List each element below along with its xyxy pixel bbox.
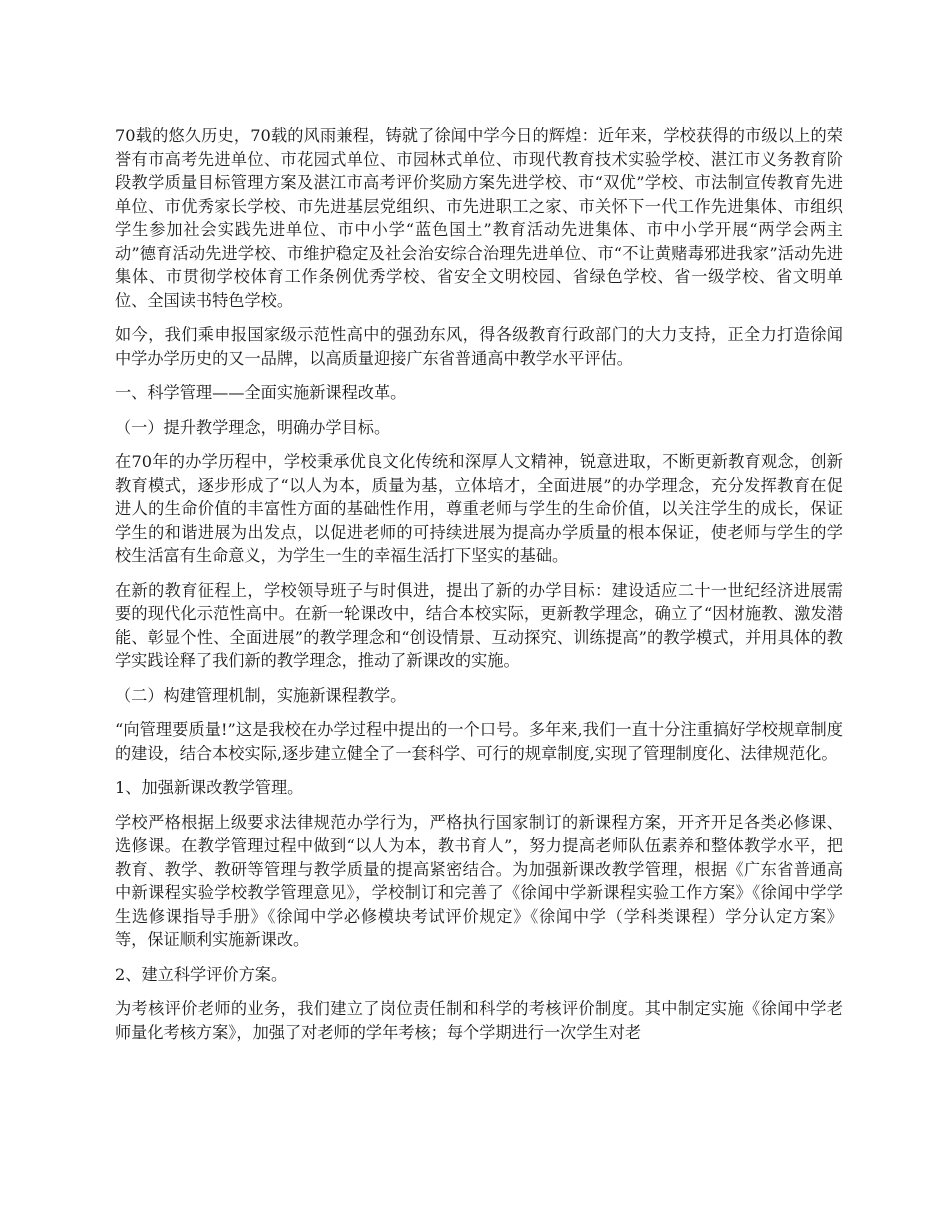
document-body [115,124,843,1055]
subsection-heading-management-mechanism: （二）构建管理机制，实施新课程教学。 [115,685,407,705]
paragraph-current-goal: 如今，我们乘申报国家级示范性高中的强劲东风，得各级教育行政部门的大力支持，正全力打造徐闻中学办学历史的又一品牌，以高质量迎接广东省普通高中教学水平评估。 [115,325,843,368]
paragraph-philosophy: 在70年的办学历程中，学校秉承优良文化传统和深厚人文精神，锐意进取，不断更新教育观念，创新教育模式，逐步形成了“以人为本，质量为基，立体培才，全面进展”的办学理念，充分发挥教育在促进人的生命价值的丰富性方面的基础性作用，尊重老师与学生的生命价值，以关注学生的成长，保证学生的和谐进展为出发点，以促进老师的可持续进展为提高办学质量的根本保证，使老师与学生的学校生活富有生命意义，为学生一生的幸福生活打下坚实的基础。 [115,452,843,565]
paragraph-honors: 70载的悠久历史，70载的风雨兼程，铸就了徐闻中学今日的辉煌：近年来，学校获得的市级以上的荣誉有市高考先进单位、市花园式单位、市园林式单位、市现代教育技术实验学校、湛江市义务教育阶段教学质量目标管理方案及湛江市高考评价奖励方案先进学校、市“双优”学校、市法制宣传教育先进单位、市优秀家长学校、市先进基层党组织、市先进职工之家、市关怀下一代工作先进集体、市组织学生参加社会实践先进单位、市中小学“蓝色国土”教育活动先进集体、市中小学开展“两学会两主动”德育活动先进学校、市维护稳定及社会治安综合治理先进单位、市“不让黄赌毒邪进我家”活动先进集体、市贯彻学校体育工作条例优秀学校、省安全文明校园、省绿色学校、省一级学校、省文明单位、全国读书特色学校。 [115,126,843,310]
paragraph-new-goal: 在新的教育征程上，学校领导班子与时俱进，提出了新的办学目标：建设适应二十一世纪经济进展需要的现代化示范性高中。在新一轮课改中，结合本校实际，更新教学理念，确立了“因材施教、激发潜能、彰显个性、全面进展”的教学理念和“创设情景、互动探究、训练提高”的教学模式，并用具体的教学实践诠释了我们新的教学理念，推动了新课改的实施。 [115,580,843,670]
section-heading-scientific-management: 一、科学管理——全面实施新课程改革。 [115,383,407,402]
item-heading-curriculum-management: 1、加强新课改教学管理。 [115,778,304,797]
paragraph-evaluation: 为考核评价老师的业务，我们建立了岗位责任制和科学的考核评价制度。其中制定实施《徐闻中学老师量化考核方案》，加强了对老师的学年考核；每个学期进行一次学生对老 [115,999,843,1042]
paragraph-curriculum-management: 学校严格根据上级要求法律规范办学行为，严格执行国家制订的新课程方案，开齐开足各类必修课、选修课。在教学管理过程中做到“以人为本，教书育人”，努力提高老师队伍素养和整体教学水平，把教育、教学、教研等管理与教学质量的提高紧密结合。为加强新课改教学管理，根据《广东省普通高中新课程实验学校教学管理意见》，学校制订和完善了《徐闻中学新课程实验工作方案》《徐闻中学学生选修课指导手册》《徐闻中学必修模块考试评价规定》《徐闻中学（学科类课程）学分认定方案》等，保证顺利实施新课改。 [115,812,843,949]
paragraph-management-quality: “向管理要质量!”这是我校在办学过程中提出的一个口号。多年来,我们一直十分注重搞好学校规章制度的建设，结合本校实际,逐步建立健全了一套科学、可行的规章制度,实现了管理制度化、法律规范化。 [115,720,843,763]
item-heading-evaluation-plan: 2、建立科学评价方案。 [115,964,288,984]
subsection-heading-teaching-philosophy: （一）提升教学理念，明确办学目标。 [115,417,391,437]
